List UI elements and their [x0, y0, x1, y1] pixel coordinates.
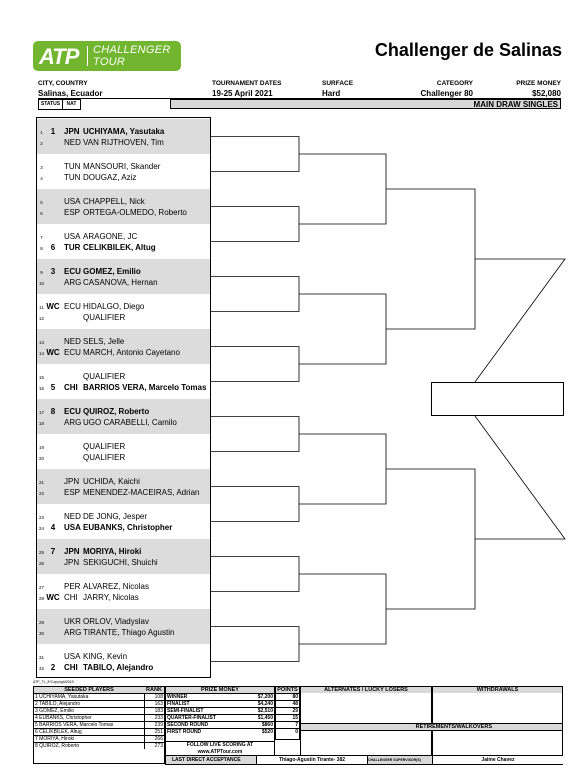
prize-row	[166, 708, 274, 715]
draw-position: 16	[38, 386, 44, 391]
city-label: CITY, COUNTRY	[38, 80, 88, 87]
dates-value: 19-25 April 2021	[212, 89, 273, 98]
player-name: SEKIGUCHI, Shuichi	[83, 558, 158, 567]
entry-status: 3	[50, 267, 56, 276]
seed-rank: 266	[144, 736, 164, 743]
player-name: DOUGAZ, Aziz	[83, 173, 137, 182]
seed-name: GOMEZ, Emilio	[39, 708, 74, 714]
prize-round: WINNER	[166, 694, 247, 701]
city-value: Salinas, Ecuador	[38, 89, 103, 98]
player-name: UGO CARABELLI, Camilo	[83, 418, 177, 427]
seed-row	[34, 694, 164, 701]
draw-position: 1	[40, 130, 43, 135]
player-nationality: ARG	[64, 418, 82, 427]
seed-number: 4	[35, 715, 38, 721]
prize-row	[166, 694, 274, 701]
prize-row	[166, 701, 274, 708]
seed-rank: 273	[144, 743, 164, 750]
player-nationality: ECU	[64, 267, 81, 276]
points-row	[276, 701, 299, 708]
surface-label: SURFACE	[322, 80, 354, 87]
seed-name: TABILO, Alejandro	[39, 701, 81, 707]
seed-number: 8	[35, 743, 38, 749]
draw-position: 19	[38, 445, 44, 450]
draw-position: 5	[40, 200, 43, 205]
player-name: JARRY, Nicolas	[83, 593, 139, 602]
player-name: QUALIFIER	[83, 313, 126, 322]
player-nationality: NED	[64, 512, 81, 521]
prize-value: $52,080	[532, 89, 561, 98]
draw-position: 31	[38, 655, 44, 660]
points-value: 7	[276, 722, 299, 729]
player-nationality: USA	[64, 197, 81, 206]
player-name: UCHIYAMA, Yasutaka	[83, 127, 165, 136]
points-row	[276, 708, 299, 715]
player-nationality: JPN	[64, 547, 80, 556]
nat-column-header: NAT	[62, 99, 81, 110]
player-name: MENENDEZ-MACEIRAS, Adrian	[83, 488, 200, 497]
status-column-header: STATUS	[38, 99, 63, 110]
entry-status: 2	[50, 663, 56, 672]
player-nationality: NED	[64, 138, 81, 147]
points-header: POINTS	[277, 687, 298, 693]
player-name: HIDALGO, Diego	[83, 302, 145, 311]
retirements-header: RETIREMENTS/WALKOVERS	[415, 724, 492, 730]
prize-amount: $860	[247, 722, 274, 729]
prize-round: SEMI-FINALIST	[166, 708, 247, 715]
supervisor-label: CHALLENGER SUPERVISOR(S)	[368, 758, 421, 762]
player-name: TABILO, Alejandro	[83, 663, 154, 672]
draw-position: 27	[38, 585, 44, 590]
player-nationality: CHI	[64, 593, 78, 602]
player-name: VAN RIJTHOVEN, Tim	[83, 138, 164, 147]
player-nationality: TUR	[64, 243, 81, 252]
seed-name: EUBANKS, Christopher	[39, 715, 92, 721]
player-name: ORTEGA-OLMEDO, Roberto	[83, 208, 187, 217]
player-name: QUIROZ, Roberto	[83, 407, 150, 416]
player-name: ARAGONE, JC	[83, 232, 138, 241]
prize-round: FINALIST	[166, 701, 247, 708]
entry-status: 1	[50, 127, 56, 136]
last-da-label: LAST DIRECT ACCEPTANCE	[172, 757, 241, 763]
atp-website-link[interactable]: www.ATPTour.com	[197, 749, 243, 755]
player-nationality: ESP	[64, 488, 81, 497]
logo-challenger-text: CHALLENGER TOUR	[93, 44, 171, 68]
draw-position: 25	[38, 550, 44, 555]
player-nationality: ARG	[64, 278, 82, 287]
draw-position: 24	[38, 526, 44, 531]
draw-position: 11	[39, 305, 44, 310]
points-row	[276, 722, 299, 729]
rank-header: RANK	[144, 687, 164, 694]
draw-position: 12	[38, 316, 44, 321]
draw-position: 17	[38, 410, 44, 415]
player-name: UCHIDA, Kaichi	[83, 477, 140, 486]
player-nationality: USA	[64, 232, 81, 241]
draw-position: 10	[38, 281, 44, 286]
category-value: Challenger 80	[420, 89, 473, 98]
tournament-title: Challenger de Salinas	[374, 40, 562, 60]
player-nationality: ESP	[64, 208, 81, 217]
player-name: MORIYA, Hiroki	[83, 547, 142, 556]
follow-live-label: FOLLOW LIVE SCORING AT	[186, 742, 254, 748]
seed-row	[34, 736, 164, 743]
prize-amount: $2,510	[247, 708, 274, 715]
player-name: CELIKBILEK, Altug	[83, 243, 156, 252]
retirements-header-box	[300, 723, 563, 731]
draw-position: 9	[40, 270, 43, 275]
seed-number: 5	[35, 722, 38, 728]
draw-position: 29	[38, 620, 44, 625]
entry-status: WC	[46, 302, 60, 311]
entry-status: 7	[50, 547, 56, 556]
player-name: QUALIFIER	[83, 453, 126, 462]
draw-position: 20	[38, 456, 44, 461]
supervisor-value: Jaime Chavez	[432, 756, 563, 764]
points-box	[275, 686, 300, 740]
prize-round: SECOND ROUND	[166, 722, 247, 729]
player-name: QUALIFIER	[83, 442, 126, 451]
player-nationality: USA	[64, 652, 81, 661]
prize-amount: $1,450	[247, 715, 274, 722]
player-nationality: PER	[64, 582, 81, 591]
points-value: 0	[276, 729, 299, 736]
player-name: BARRIOS VERA, Marcelo Tomas	[83, 383, 207, 392]
main-draw-banner: MAIN DRAW SINGLES	[170, 99, 561, 109]
seed-rank: 251	[144, 729, 164, 736]
prize-row	[166, 722, 274, 729]
player-name: GOMEZ, Emilio	[83, 267, 141, 276]
player-name: EUBANKS, Christopher	[83, 523, 173, 532]
entry-status: 8	[50, 407, 56, 416]
draw-position: 4	[40, 176, 43, 181]
player-nationality: NED	[64, 337, 81, 346]
player-nationality: CHI	[64, 383, 78, 392]
prize-amount: $520	[247, 729, 274, 736]
player-name: ALVAREZ, Nicolas	[83, 582, 149, 591]
seed-rank: 163	[144, 701, 164, 708]
seed-row	[34, 729, 164, 736]
draw-position: 15	[38, 375, 44, 380]
seed-rank: 108	[144, 694, 164, 701]
player-name: ORLOV, Vladyslav	[83, 617, 149, 626]
seed-row	[34, 715, 164, 722]
last-da-value: Thiago-Agustin Tirante- 382	[256, 756, 368, 764]
seed-name: CELIKBILEK, Altug	[39, 729, 82, 735]
player-name: CASANOVA, Hernan	[83, 278, 158, 287]
entry-status: 6	[50, 243, 56, 252]
champion-box	[431, 382, 564, 416]
player-name: DE JONG, Jesper	[83, 512, 148, 521]
points-row	[276, 715, 299, 722]
draw-position: 21	[38, 480, 44, 485]
player-nationality: ECU	[64, 302, 81, 311]
draw-position: 32	[38, 666, 44, 671]
alternates-header: ALTERNATES / LUCKY LOSERS	[301, 687, 431, 693]
draw-position: 8	[40, 246, 43, 251]
seeded-players-header: SEEDED PLAYERS	[34, 687, 144, 694]
points-value: 48	[276, 701, 299, 708]
surface-value: Hard	[322, 89, 341, 98]
entry-status: WC	[46, 348, 60, 357]
player-name: KING, Kevin	[83, 652, 128, 661]
seed-row	[34, 701, 164, 708]
player-nationality: JPN	[64, 477, 80, 486]
draw-position: 6	[40, 211, 43, 216]
points-row	[276, 694, 299, 701]
player-nationality: ARG	[64, 628, 82, 637]
seeded-players-box	[33, 686, 165, 764]
player-name: MARCH, Antonio Cayetano	[83, 348, 180, 357]
seed-rank: 233	[144, 715, 164, 722]
withdrawals-header: WITHDRAWALS	[433, 687, 562, 693]
entry-status: 4	[50, 523, 56, 532]
dates-label: TOURNAMENT DATES	[212, 80, 282, 87]
category-label: CATEGORY	[436, 80, 473, 87]
prize-round: QUARTER-FINALIST	[166, 715, 247, 722]
points-row	[276, 729, 299, 736]
prize-amount: $4,240	[247, 701, 274, 708]
prize-money-header: PRIZE MONEY	[166, 687, 274, 694]
points-value: 80	[276, 694, 299, 701]
acceptance-row	[165, 755, 563, 765]
prize-money-box	[165, 686, 275, 764]
seed-number: 3	[35, 708, 38, 714]
seed-number: 1	[35, 694, 38, 700]
seed-row	[34, 708, 164, 715]
entry-status: WC	[46, 593, 60, 602]
copyright-note: ATP_TL_8*Copyright2019	[33, 680, 74, 684]
points-value: 15	[276, 715, 299, 722]
player-nationality: UKR	[64, 617, 81, 626]
player-name: CHAPPELL, Nick	[83, 197, 145, 206]
player-nationality: USA	[64, 523, 81, 532]
draw-position: 30	[38, 631, 44, 636]
seed-number: 6	[35, 729, 38, 735]
draw-position: 22	[38, 491, 44, 496]
draw-position: 18	[38, 421, 44, 426]
seed-number: 7	[35, 736, 38, 742]
seed-rank: 239	[144, 722, 164, 729]
draw-position: 3	[40, 165, 43, 170]
seed-name: MORIYA, Hiroki	[39, 736, 75, 742]
player-name: MANSOURI, Skander	[83, 162, 161, 171]
entry-status: 5	[50, 383, 56, 392]
prize-row	[166, 729, 274, 736]
draw-position: 2	[40, 141, 43, 146]
player-nationality: TUN	[64, 162, 81, 171]
player-nationality: CHI	[64, 663, 78, 672]
prize-round: FIRST ROUND	[166, 729, 247, 736]
draw-position: 13	[38, 340, 44, 345]
draw-position: 23	[38, 515, 44, 520]
prize-row	[166, 715, 274, 722]
player-name: TIRANTE, Thiago Agustin	[83, 628, 175, 637]
prize-label: PRIZE MONEY	[516, 80, 561, 87]
logo-atp-text: ATP	[39, 44, 79, 69]
player-name: QUALIFIER	[83, 372, 126, 381]
player-nationality: TUN	[64, 173, 81, 182]
seed-number: 2	[35, 701, 38, 707]
seed-name: BARRIOS VERA, Marcelo Tomas	[39, 722, 114, 728]
seed-row	[34, 722, 164, 729]
draw-position: 7	[40, 235, 43, 240]
player-name: SELS, Jelle	[83, 337, 125, 346]
player-nationality: ECU	[64, 407, 81, 416]
seed-rank: 183	[144, 708, 164, 715]
seed-name: UCHIYAMA, Yasutaka	[39, 694, 89, 700]
seed-name: QUIROZ, Roberto	[39, 743, 80, 749]
prize-amount: $7,200	[247, 694, 274, 701]
player-nationality: ECU	[64, 348, 81, 357]
player-nationality: JPN	[64, 558, 80, 567]
draw-position: 28	[38, 596, 44, 601]
draw-position: 26	[38, 561, 44, 566]
draw-position: 14	[38, 351, 44, 356]
seed-row	[34, 743, 164, 750]
points-value: 29	[276, 708, 299, 715]
player-nationality: JPN	[64, 127, 80, 136]
